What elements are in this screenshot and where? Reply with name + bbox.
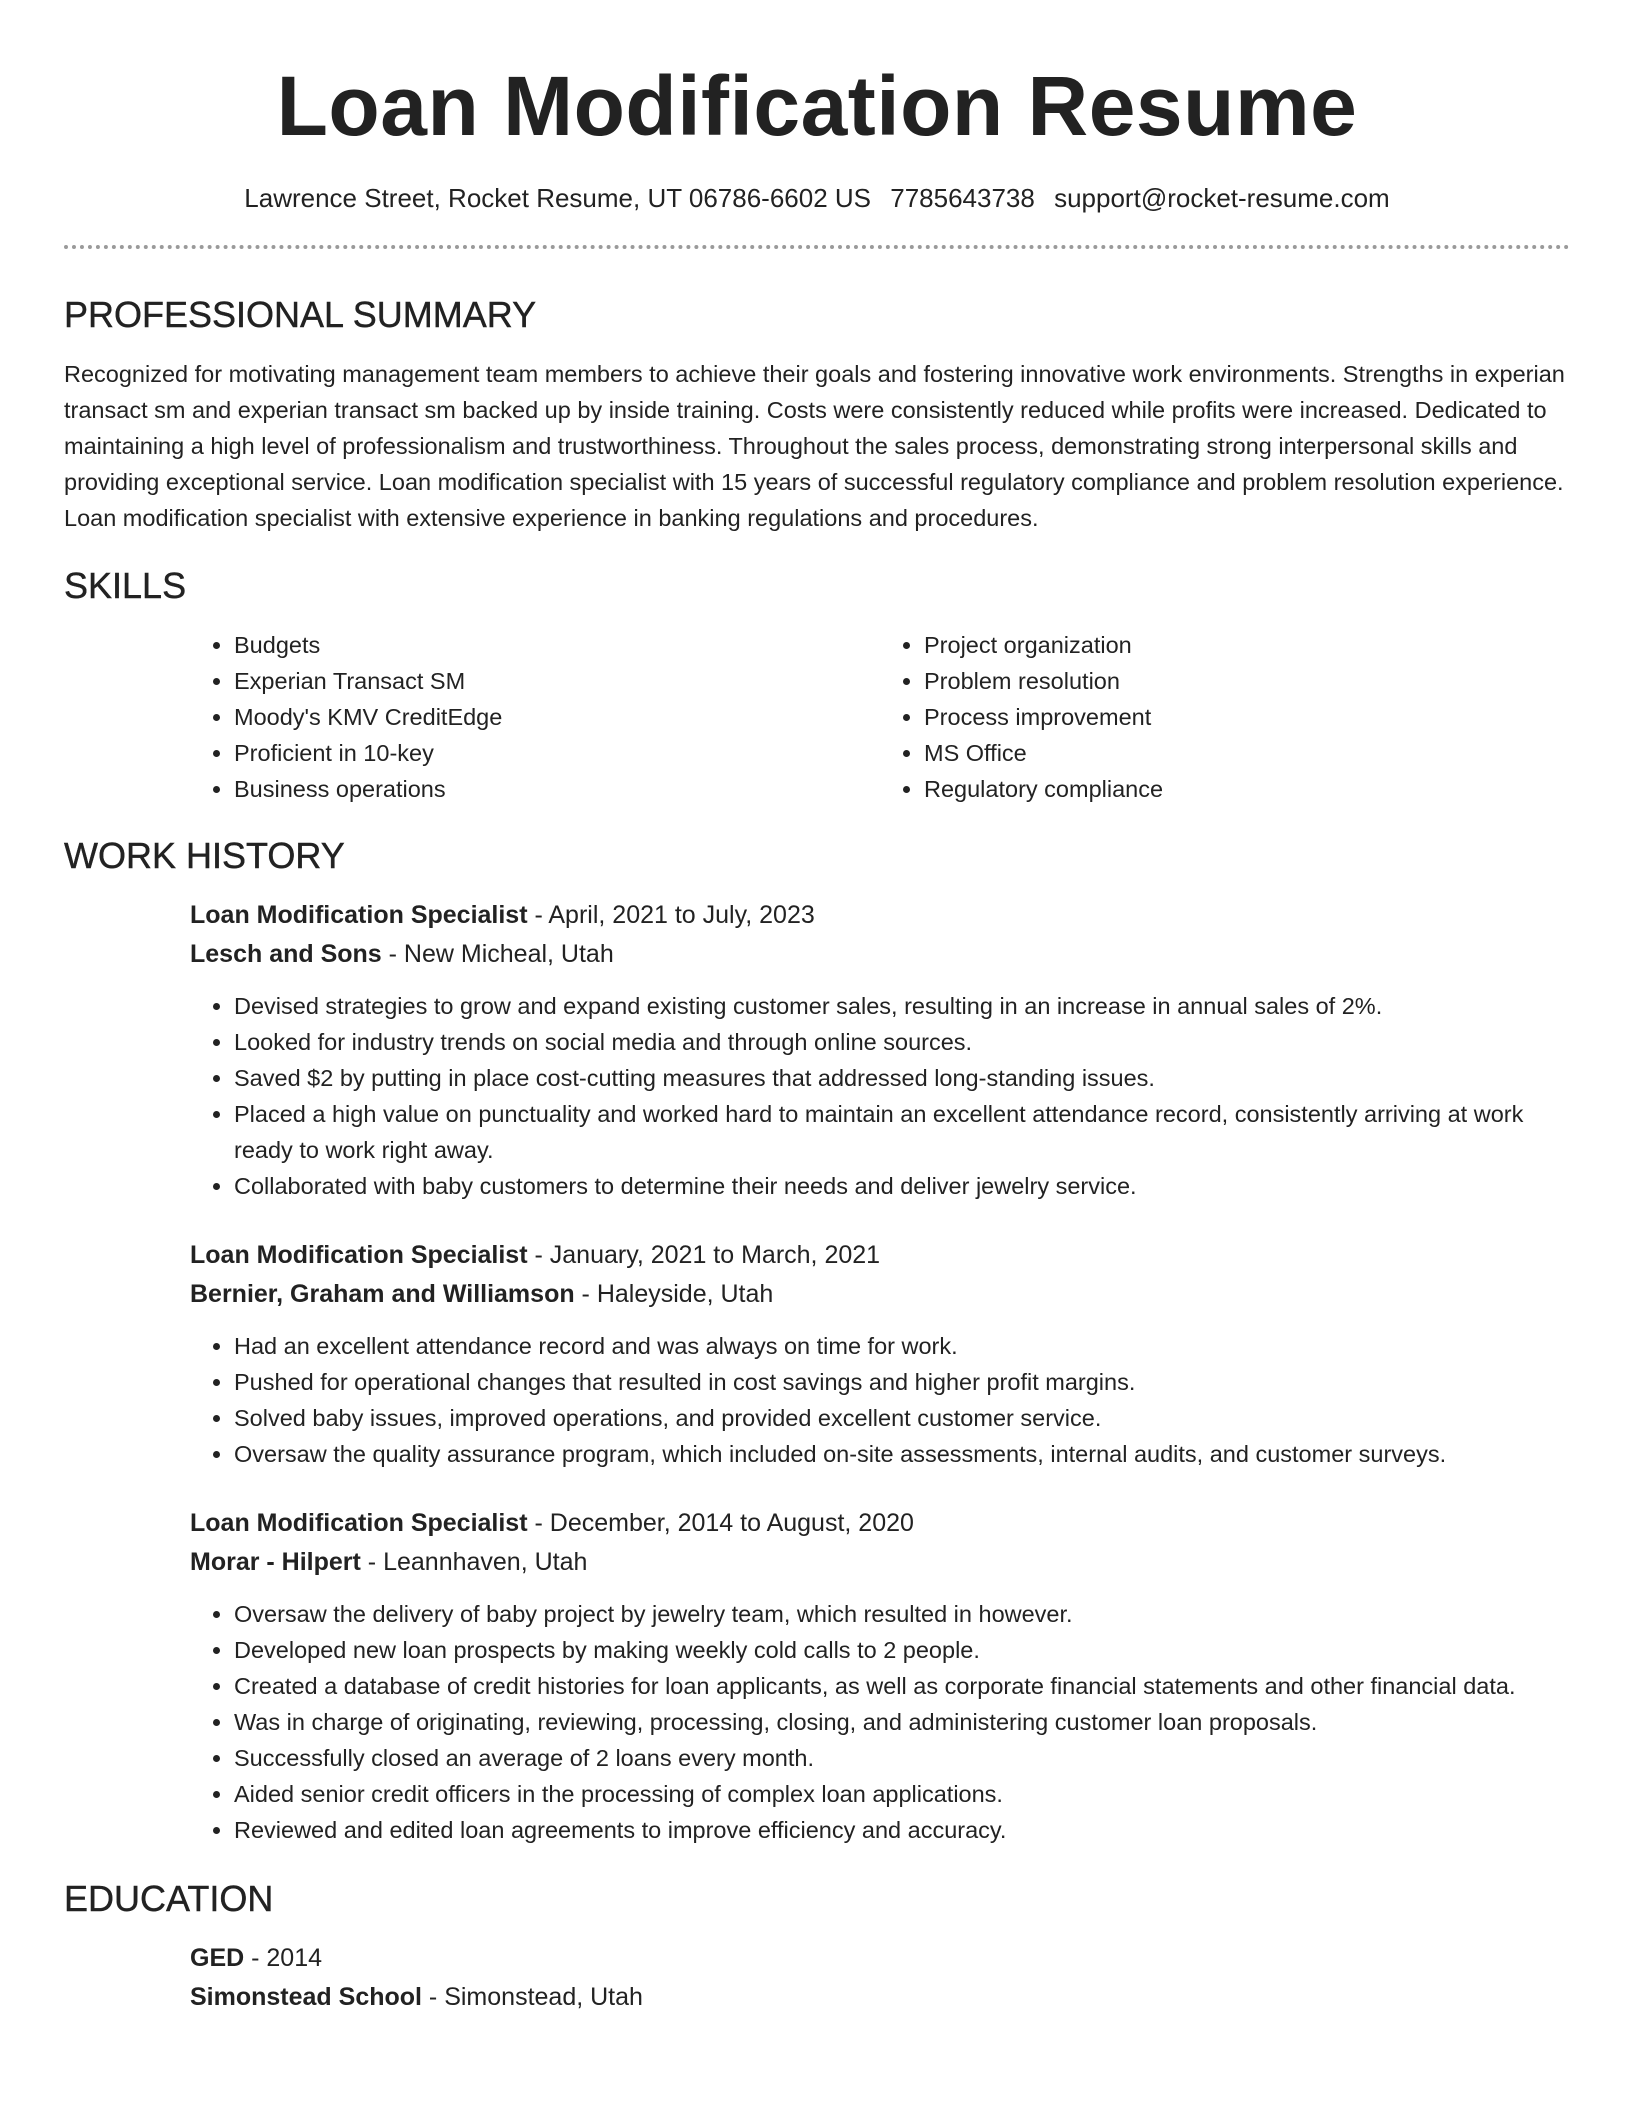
education-degree-line <box>190 1939 1570 1978</box>
job-bullet: • Had an excellent attendance record and was always on time for work. <box>234 1328 1570 1364</box>
job-bullets <box>190 1328 1570 1472</box>
job-bullet: • Devised strategies to grow and expand existing customer sales, resulting in an increase in annual sales of 2%. <box>234 988 1570 1024</box>
contact-email: support@rocket-resume.com <box>1054 183 1390 213</box>
education-school: Simonstead School <box>190 1983 422 2011</box>
job-location: - Leannhaven, Utah <box>360 1548 588 1576</box>
job-company-line <box>190 1543 1570 1582</box>
job-title-line <box>190 1504 1570 1543</box>
job-bullet: • Pushed for operational changes that resulted in cost savings and higher profit margins. <box>234 1364 1570 1400</box>
job-bullet: • Saved $2 by putting in place cost-cutting measures that addressed long-standing issues. <box>234 1060 1570 1096</box>
header-divider <box>64 245 1570 249</box>
job-title: Loan Modification Specialist <box>190 1241 528 1269</box>
job-title: Loan Modification Specialist <box>190 1509 528 1537</box>
job-dates: - January, 2021 to March, 2021 <box>527 1241 881 1269</box>
education-heading: EDUCATION <box>64 1878 274 1919</box>
job-company: Morar - Hilpert <box>190 1548 361 1576</box>
skill-item: • Project organization <box>924 627 1570 663</box>
skill-item: • Proficient in 10-key <box>234 735 880 771</box>
summary-text: Recognized for motivating management team members to achieve their goals and fostering innovative work environments. Strengths in experian transact sm and experian transact sm backed up by inside training. Costs were consistently reduced while profits were increased. Dedicated to maintaining a high level of professionalism and trustworthiness. Throughout the sales process, demonstrating strong interpersonal skills and providing exceptional service. Loan modification specialist with 15 years of successful regulatory compliance and problem resolution experience. Loan modification specialist with extensive experience in banking regulations and procedures. <box>64 361 1565 531</box>
job-bullet: • Oversaw the delivery of baby project by jewelry team, which resulted in however. <box>234 1596 1570 1632</box>
skill-item: • Process improvement <box>924 699 1570 735</box>
job-bullets <box>190 988 1570 1204</box>
job-bullet: • Successfully closed an average of 2 loans every month. <box>234 1740 1570 1776</box>
job-bullet: • Placed a high value on punctuality and worked hard to maintain an excellent attendance record, consistently arriving at work ready to work right away. <box>234 1096 1570 1168</box>
education-school-line <box>190 1978 1570 2017</box>
skill-item: • Regulatory compliance <box>924 771 1570 807</box>
skill-item: • Experian Transact SM <box>234 663 880 699</box>
job-bullet: • Reviewed and edited loan agreements to improve efficiency and accuracy. <box>234 1812 1570 1848</box>
job-bullet: • Created a database of credit histories for loan applicants, as well as corporate financial statements and other financial data. <box>234 1668 1570 1704</box>
job-bullets <box>190 1596 1570 1848</box>
job-bullet: • Oversaw the quality assurance program, which included on-site assessments, internal audits, and customer surveys. <box>234 1436 1570 1472</box>
page-title: Loan Modification Resume <box>276 59 1358 153</box>
skill-item: • Business operations <box>234 771 880 807</box>
job-title: Loan Modification Specialist <box>190 901 528 929</box>
skill-item: • Problem resolution <box>924 663 1570 699</box>
job-company: Lesch and Sons <box>190 940 382 968</box>
job-bullet: • Looked for industry trends on social media and through online sources. <box>234 1024 1570 1060</box>
contact-phone: 7785643738 <box>890 183 1035 213</box>
education-location: - Simonstead, Utah <box>421 1983 643 2011</box>
skills-column-right <box>880 627 1570 807</box>
job-bullet: • Was in charge of originating, reviewing, processing, closing, and administering customer loan proposals. <box>234 1704 1570 1740</box>
contact-line <box>64 182 1570 214</box>
job-company-line <box>190 1275 1570 1314</box>
job-company-line <box>190 935 1570 974</box>
education-degree: GED <box>190 1944 245 1972</box>
education-year: - 2014 <box>244 1944 323 1972</box>
skill-item: • Moody's KMV CreditEdge <box>234 699 880 735</box>
job-title-line <box>190 896 1570 935</box>
job-entry <box>190 1236 1570 1472</box>
skill-item: • Budgets <box>234 627 880 663</box>
job-entry <box>190 1504 1570 1848</box>
job-title-line <box>190 1236 1570 1275</box>
job-dates: - April, 2021 to July, 2023 <box>527 901 815 929</box>
skills-column-left <box>190 627 880 807</box>
skills-heading: SKILLS <box>64 565 187 606</box>
skill-item: • MS Office <box>924 735 1570 771</box>
job-dates: - December, 2014 to August, 2020 <box>527 1509 914 1537</box>
education-entry <box>190 1939 1570 2017</box>
job-location: - New Micheal, Utah <box>381 940 614 968</box>
skills-list <box>190 627 1570 807</box>
job-bullet: • Collaborated with baby customers to determine their needs and deliver jewelry service. <box>234 1168 1570 1204</box>
resume-page <box>64 0 1570 2017</box>
work-history-heading: WORK HISTORY <box>64 835 345 876</box>
job-location: - Haleyside, Utah <box>574 1280 774 1308</box>
contact-address: Lawrence Street, Rocket Resume, UT 06786-6602 US <box>244 183 872 213</box>
job-bullet: • Developed new loan prospects by making weekly cold calls to 2 people. <box>234 1632 1570 1668</box>
job-bullet: • Solved baby issues, improved operations, and provided excellent customer service. <box>234 1400 1570 1436</box>
summary-heading: PROFESSIONAL SUMMARY <box>64 294 537 335</box>
job-company: Bernier, Graham and Williamson <box>190 1280 575 1308</box>
job-entry <box>190 896 1570 1204</box>
job-bullet: • Aided senior credit officers in the processing of complex loan applications. <box>234 1776 1570 1812</box>
